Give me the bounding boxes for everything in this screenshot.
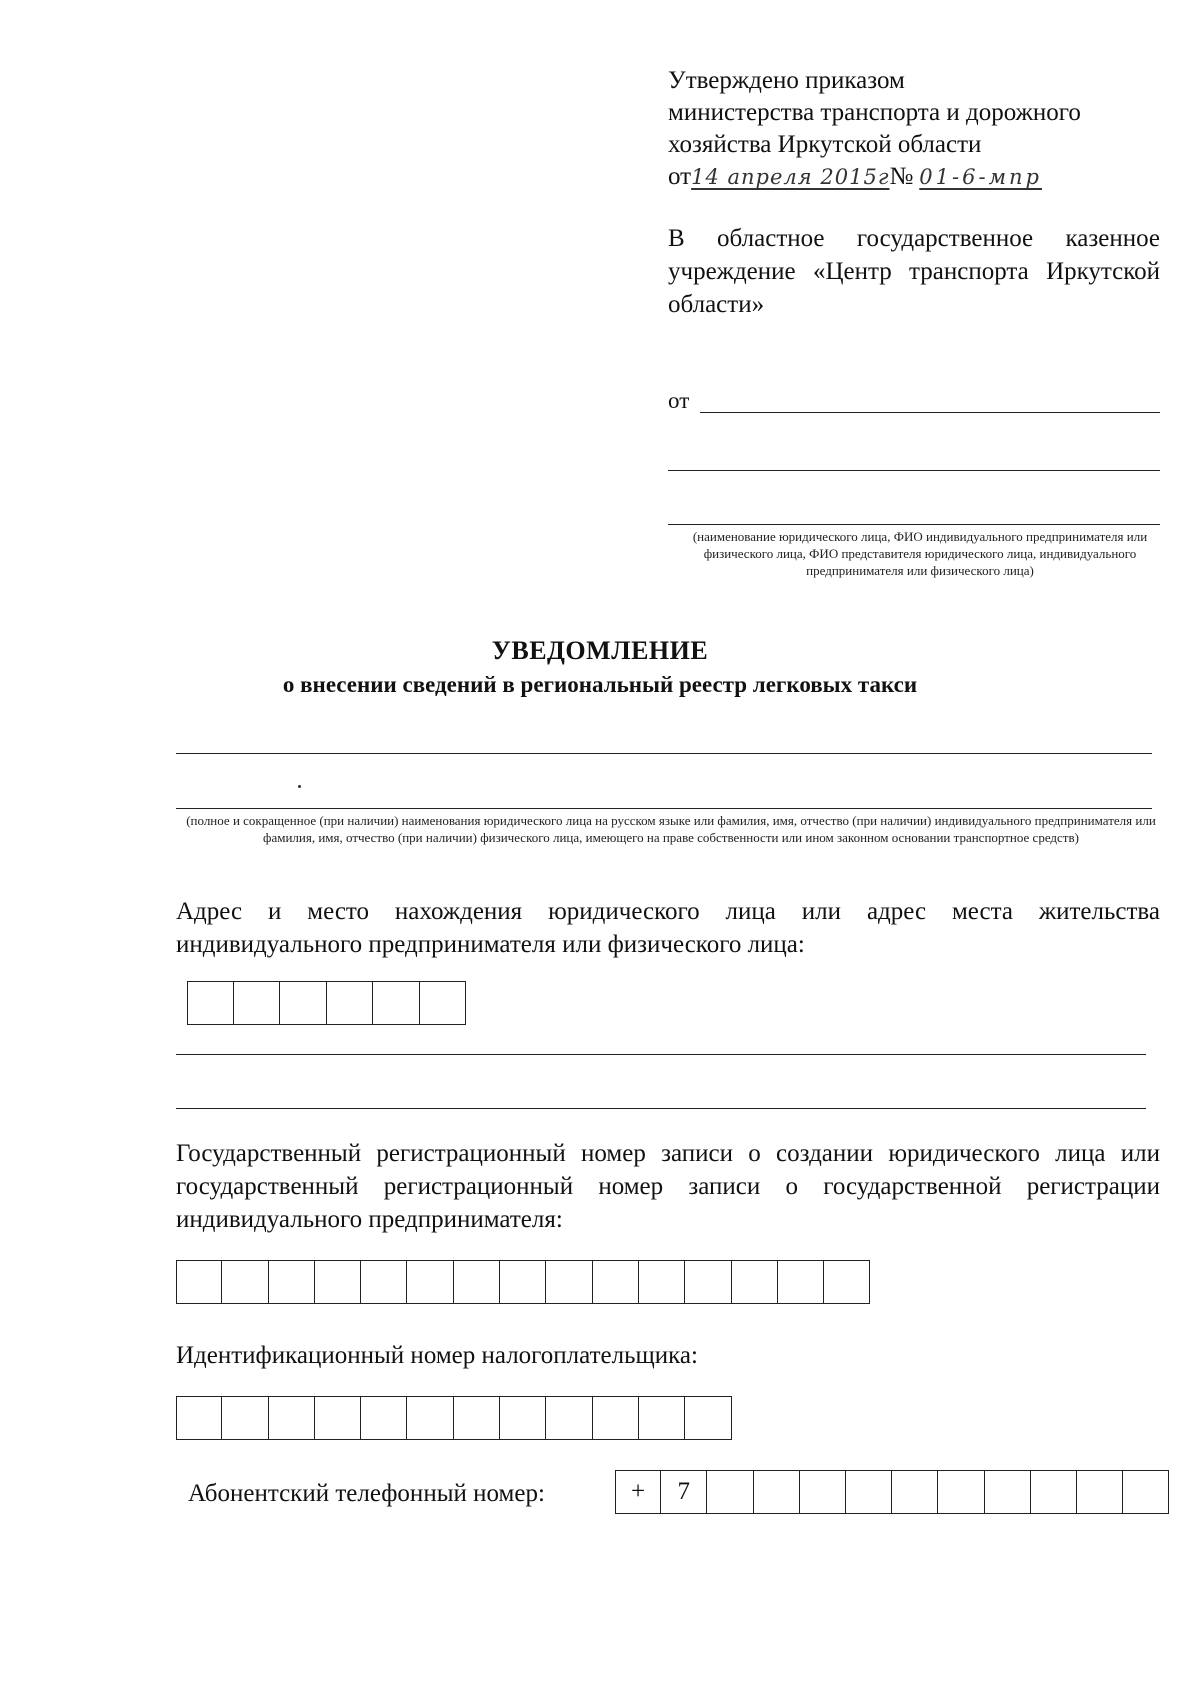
phone-number-cell[interactable] [1077, 1470, 1123, 1514]
address-line-2[interactable] [176, 1108, 1146, 1109]
inn-cell[interactable] [546, 1396, 592, 1440]
registration-number-cell[interactable] [500, 1260, 546, 1304]
document-title: УВЕДОМЛЕНИЕ [491, 636, 709, 665]
address-line-1[interactable] [176, 1054, 1146, 1055]
registration-number-cell[interactable] [639, 1260, 685, 1304]
registration-number-cell[interactable] [222, 1260, 268, 1304]
registration-number-cell[interactable] [546, 1260, 592, 1304]
order-number-handwritten: 01-6-мпр [919, 165, 1042, 189]
inn-cell[interactable] [315, 1396, 361, 1440]
order-line [668, 161, 1168, 193]
approval-line-3: хозяйства Иркутской области [668, 131, 982, 158]
sender-line-1[interactable] [700, 412, 1160, 413]
registration-number-cell[interactable] [315, 1260, 361, 1304]
addressee: В областное государственное казенное учреждение «Центр транспорта Иркутской области» [668, 225, 1160, 318]
scan-dot [298, 785, 301, 788]
inn-label: Идентификационный номер налогоплательщика: [176, 1342, 698, 1369]
registration-label: Государственный регистрационный номер записи о создании юридического лица или государственный регистрационный номер записи о государственной регистрации индивидуального предпринимателя: [176, 1140, 1160, 1233]
phone-number-cell[interactable] [938, 1470, 984, 1514]
address-label: Адрес и место нахождения юридического лица или адрес места жительства индивидуального предпринимателя или физического лица: [176, 898, 1160, 958]
registration-number-cell[interactable] [685, 1260, 731, 1304]
inn-cell[interactable] [685, 1396, 731, 1440]
approval-block [668, 65, 1168, 193]
phone-number-cell[interactable] [985, 1470, 1031, 1514]
inn-cell[interactable] [361, 1396, 407, 1440]
order-number-prefix: № [889, 163, 914, 190]
inn-cell[interactable] [176, 1396, 222, 1440]
phone-number-cell[interactable] [800, 1470, 846, 1514]
phone-number-cell[interactable]: 7 [661, 1470, 707, 1514]
inn-cell[interactable] [269, 1396, 315, 1440]
phone-number-cell[interactable] [754, 1470, 800, 1514]
registration-number-cell[interactable] [732, 1260, 778, 1304]
registration-number-grid [176, 1260, 870, 1304]
registration-number-cell[interactable] [778, 1260, 824, 1304]
registration-number-cell[interactable] [454, 1260, 500, 1304]
name-line-1[interactable] [176, 753, 1152, 754]
sender-line-2[interactable] [668, 470, 1160, 471]
inn-cell[interactable] [639, 1396, 685, 1440]
phone-label: Абонентский телефонный номер: [188, 1480, 545, 1507]
postal-code-cell[interactable] [187, 981, 234, 1025]
postal-code-grid [187, 981, 466, 1025]
order-ot-prefix: от [668, 163, 692, 190]
inn-cell[interactable] [593, 1396, 639, 1440]
sender-caption: (наименование юридического лица, ФИО индивидуального предпринимателя или физического лица, ФИО представителя юридического лица, индивидуального предпринимателя или физического лица) [692, 529, 1148, 578]
approval-line-1: Утверждено приказом [668, 67, 905, 94]
phone-number-cell[interactable] [707, 1470, 753, 1514]
registration-number-cell[interactable] [361, 1260, 407, 1304]
registration-number-cell[interactable] [593, 1260, 639, 1304]
sender-line-3[interactable] [668, 524, 1160, 525]
phone-number-cell[interactable] [846, 1470, 892, 1514]
inn-cell[interactable] [407, 1396, 453, 1440]
name-line-2[interactable] [176, 808, 1152, 809]
postal-code-cell[interactable] [420, 981, 467, 1025]
inn-cell[interactable] [454, 1396, 500, 1440]
registration-number-cell[interactable] [407, 1260, 453, 1304]
phone-number-cell[interactable] [892, 1470, 938, 1514]
approval-line-2: министерства транспорта и дорожного [668, 99, 1081, 126]
phone-number-cell[interactable] [1031, 1470, 1077, 1514]
postal-code-cell[interactable] [234, 981, 281, 1025]
sender-ot-label: от [668, 388, 690, 413]
postal-code-cell[interactable] [327, 981, 374, 1025]
postal-code-cell[interactable] [373, 981, 420, 1025]
registration-number-cell[interactable] [176, 1260, 222, 1304]
registration-number-cell[interactable] [824, 1260, 870, 1304]
phone-number-cell[interactable]: + [615, 1470, 661, 1514]
inn-cell[interactable] [500, 1396, 546, 1440]
document-subtitle: о внесении сведений в региональный реестр легковых такси [282, 672, 918, 697]
name-caption: (полное и сокращенное (при наличии) наименования юридического лица на русском языке или фамилия, имя, отчество (при наличии) индивидуального предпринимателя или фамилия, имя, отчество (при наличии) физического лица, имеющего на праве собственности или ином законном основании транспортное средств) [186, 813, 1156, 845]
postal-code-cell[interactable] [280, 981, 327, 1025]
order-date-handwritten: 14 апреля 2015г [691, 165, 890, 189]
inn-cell[interactable] [222, 1396, 268, 1440]
registration-number-cell[interactable] [269, 1260, 315, 1304]
phone-number-grid [615, 1470, 1169, 1514]
phone-number-cell[interactable] [1123, 1470, 1169, 1514]
inn-grid [176, 1396, 732, 1440]
